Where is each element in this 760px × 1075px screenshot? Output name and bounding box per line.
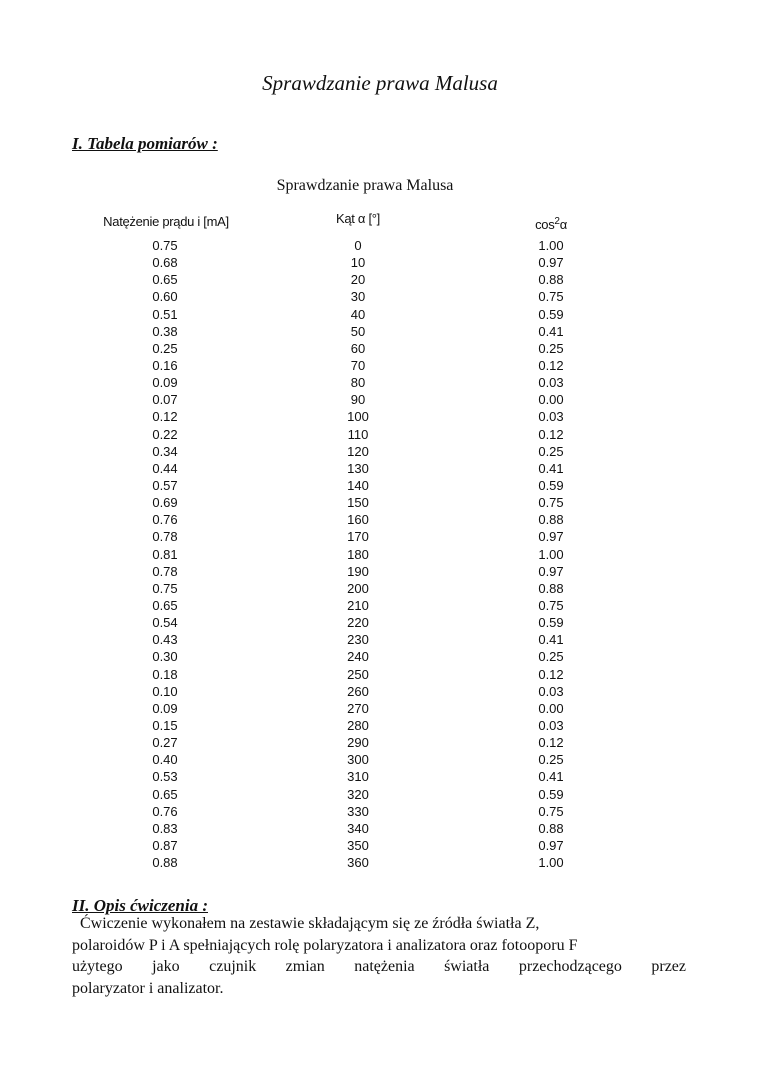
table-cell-current: 0.51 bbox=[152, 306, 178, 322]
table-cell-cos2: 1.00 bbox=[538, 546, 564, 562]
table-cell-angle: 190 bbox=[347, 563, 369, 579]
table-cell-current: 0.12 bbox=[152, 409, 178, 425]
table-cell-cos2: 0.59 bbox=[538, 477, 564, 493]
table-cell-current: 0.75 bbox=[152, 238, 178, 253]
table-cell-current: 0.16 bbox=[152, 357, 178, 373]
table-cell-current: 0.43 bbox=[152, 632, 178, 648]
table-cell-cos2: 0.97 bbox=[538, 837, 564, 853]
table-cell-current: 0.09 bbox=[152, 700, 178, 716]
table-cell-cos2: 0.03 bbox=[538, 717, 564, 733]
column-angle-values bbox=[318, 237, 398, 871]
table-cell-current: 0.81 bbox=[152, 546, 178, 562]
table-cell-angle: 140 bbox=[347, 477, 369, 493]
table-cell-angle: 320 bbox=[347, 786, 369, 802]
table-cell-cos2: 0.03 bbox=[538, 375, 564, 391]
table-cell-angle: 0 bbox=[354, 238, 362, 253]
table-cell-angle: 40 bbox=[350, 306, 366, 322]
table-cell-current: 0.87 bbox=[152, 837, 178, 853]
table-cell-current: 0.22 bbox=[152, 426, 178, 442]
table-cell-cos2: 1.00 bbox=[538, 238, 564, 253]
table-cell-current: 0.75 bbox=[152, 580, 178, 596]
table-cell-angle: 360 bbox=[347, 855, 369, 871]
table-cell-cos2: 0.41 bbox=[538, 632, 564, 648]
table-cell-current: 0.65 bbox=[152, 272, 178, 288]
cos-exponent: 2 bbox=[554, 216, 560, 227]
table-cell-cos2: 0.75 bbox=[538, 495, 564, 511]
table-cell-angle: 300 bbox=[347, 752, 369, 768]
table-cell-current: 0.88 bbox=[152, 855, 178, 871]
table-cell-current: 0.78 bbox=[152, 529, 178, 545]
table-cell-angle: 120 bbox=[347, 443, 369, 459]
table-cell-cos2: 0.88 bbox=[538, 820, 564, 836]
table-cell-cos2: 0.00 bbox=[538, 700, 564, 716]
table-cell-angle: 240 bbox=[347, 649, 369, 665]
description-line: Ćwiczenie wykonałem na zestawie składającym się ze źródła światła Z, bbox=[72, 915, 540, 932]
table-cell-angle: 200 bbox=[347, 580, 369, 596]
table-cell-current: 0.30 bbox=[152, 649, 178, 665]
table-cell-angle: 160 bbox=[347, 512, 369, 528]
column-current-values bbox=[125, 237, 205, 871]
column-header-cos2 bbox=[511, 217, 591, 233]
table-cell-angle: 280 bbox=[347, 717, 369, 733]
description-line: polaroidów P i A spełniających rolę polaryzatora i analizatora oraz fotooporu F bbox=[72, 936, 578, 954]
table-cell-cos2: 0.25 bbox=[538, 443, 564, 459]
table-cell-cos2: 0.75 bbox=[538, 803, 564, 819]
cos-label: cos bbox=[535, 217, 555, 232]
table-cell-cos2: 0.41 bbox=[538, 323, 564, 339]
table-caption: Sprawdzanie prawa Malusa bbox=[276, 177, 454, 194]
section-heading-measurements: I. Tabela pomiarów : bbox=[72, 134, 218, 153]
column-cos2-values bbox=[511, 237, 591, 871]
table-cell-current: 0.09 bbox=[152, 375, 178, 391]
table-cell-current: 0.65 bbox=[152, 786, 178, 802]
table-cell-current: 0.69 bbox=[152, 495, 178, 511]
description-line: użytego jako czujnik zmian natężenia światła przechodzącego przez bbox=[72, 958, 686, 975]
table-cell-angle: 60 bbox=[350, 340, 366, 356]
table-cell-current: 0.27 bbox=[152, 735, 178, 751]
table-cell-cos2: 0.03 bbox=[538, 409, 564, 425]
table-cell-angle: 90 bbox=[350, 392, 366, 408]
table-cell-angle: 30 bbox=[350, 289, 366, 305]
column-header-current: Natężenie prądu i [mA] bbox=[103, 214, 229, 229]
table-cell-angle: 180 bbox=[347, 546, 369, 562]
table-cell-angle: 10 bbox=[350, 255, 366, 271]
table-cell-current: 0.65 bbox=[152, 597, 178, 613]
table-cell-current: 0.10 bbox=[152, 683, 178, 699]
table-cell-cos2: 0.25 bbox=[538, 649, 564, 665]
table-cell-current: 0.60 bbox=[152, 289, 178, 305]
table-cell-cos2: 0.12 bbox=[538, 666, 564, 682]
table-cell-cos2: 0.88 bbox=[538, 580, 564, 596]
table-cell-angle: 150 bbox=[347, 495, 369, 511]
table-cell-angle: 70 bbox=[350, 357, 366, 373]
table-cell-current: 0.07 bbox=[152, 392, 178, 408]
table-cell-angle: 130 bbox=[347, 460, 369, 476]
table-cell-cos2: 0.97 bbox=[538, 529, 564, 545]
document-title: Sprawdzanie prawa Malusa bbox=[262, 71, 498, 95]
table-cell-cos2: 0.75 bbox=[538, 597, 564, 613]
table-cell-current: 0.40 bbox=[152, 752, 178, 768]
table-cell-angle: 310 bbox=[347, 769, 369, 785]
table-cell-current: 0.38 bbox=[152, 323, 178, 339]
table-cell-current: 0.15 bbox=[152, 717, 178, 733]
table-cell-angle: 350 bbox=[347, 837, 369, 853]
column-header-angle: Kąt α [°] bbox=[336, 211, 380, 226]
table-cell-current: 0.53 bbox=[152, 769, 178, 785]
table-cell-cos2: 0.12 bbox=[538, 426, 564, 442]
table-cell-cos2: 0.03 bbox=[538, 683, 564, 699]
table-cell-angle: 230 bbox=[347, 632, 369, 648]
table-cell-cos2: 1.00 bbox=[538, 855, 564, 871]
table-cell-angle: 170 bbox=[347, 529, 369, 545]
table-cell-cos2: 0.97 bbox=[538, 563, 564, 579]
table-cell-current: 0.44 bbox=[152, 460, 178, 476]
table-cell-cos2: 0.59 bbox=[538, 615, 564, 631]
table-cell-angle: 290 bbox=[347, 735, 369, 751]
table-cell-current: 0.76 bbox=[152, 803, 178, 819]
table-cell-cos2: 0.41 bbox=[538, 460, 564, 476]
table-cell-cos2: 0.88 bbox=[538, 272, 564, 288]
table-cell-current: 0.57 bbox=[152, 477, 178, 493]
table-cell-angle: 50 bbox=[350, 323, 366, 339]
table-cell-cos2: 0.25 bbox=[538, 752, 564, 768]
table-cell-cos2: 0.41 bbox=[538, 769, 564, 785]
table-cell-cos2: 0.00 bbox=[538, 392, 564, 408]
table-cell-cos2: 0.25 bbox=[538, 340, 564, 356]
table-cell-cos2: 0.12 bbox=[538, 357, 564, 373]
table-cell-angle: 80 bbox=[350, 375, 366, 391]
table-cell-angle: 250 bbox=[347, 666, 369, 682]
table-cell-cos2: 0.59 bbox=[538, 306, 564, 322]
table-cell-angle: 100 bbox=[347, 409, 369, 425]
table-cell-current: 0.18 bbox=[152, 666, 178, 682]
table-cell-cos2: 0.59 bbox=[538, 786, 564, 802]
table-cell-angle: 270 bbox=[347, 700, 369, 716]
table-cell-current: 0.83 bbox=[152, 820, 178, 836]
section-heading-description: II. Opis ćwiczenia : bbox=[72, 896, 208, 915]
table-cell-angle: 20 bbox=[350, 272, 366, 288]
table-cell-angle: 330 bbox=[347, 803, 369, 819]
table-cell-current: 0.78 bbox=[152, 563, 178, 579]
table-cell-cos2: 0.88 bbox=[538, 512, 564, 528]
table-cell-angle: 340 bbox=[347, 820, 369, 836]
table-cell-angle: 260 bbox=[347, 683, 369, 699]
table-cell-current: 0.76 bbox=[152, 512, 178, 528]
description-line: polaryzator i analizator. bbox=[72, 979, 224, 997]
table-cell-current: 0.68 bbox=[152, 255, 178, 271]
table-cell-cos2: 0.12 bbox=[538, 735, 564, 751]
table-cell-angle: 110 bbox=[347, 426, 369, 442]
alpha-symbol: α bbox=[559, 217, 567, 232]
table-cell-current: 0.34 bbox=[152, 443, 178, 459]
table-cell-cos2: 0.75 bbox=[538, 289, 564, 305]
table-cell-cos2: 0.97 bbox=[538, 255, 564, 271]
table-cell-current: 0.25 bbox=[152, 340, 178, 356]
table-cell-current: 0.54 bbox=[152, 615, 178, 631]
exercise-description bbox=[72, 913, 686, 999]
table-cell-angle: 210 bbox=[347, 597, 369, 613]
table-cell-angle: 220 bbox=[347, 615, 369, 631]
